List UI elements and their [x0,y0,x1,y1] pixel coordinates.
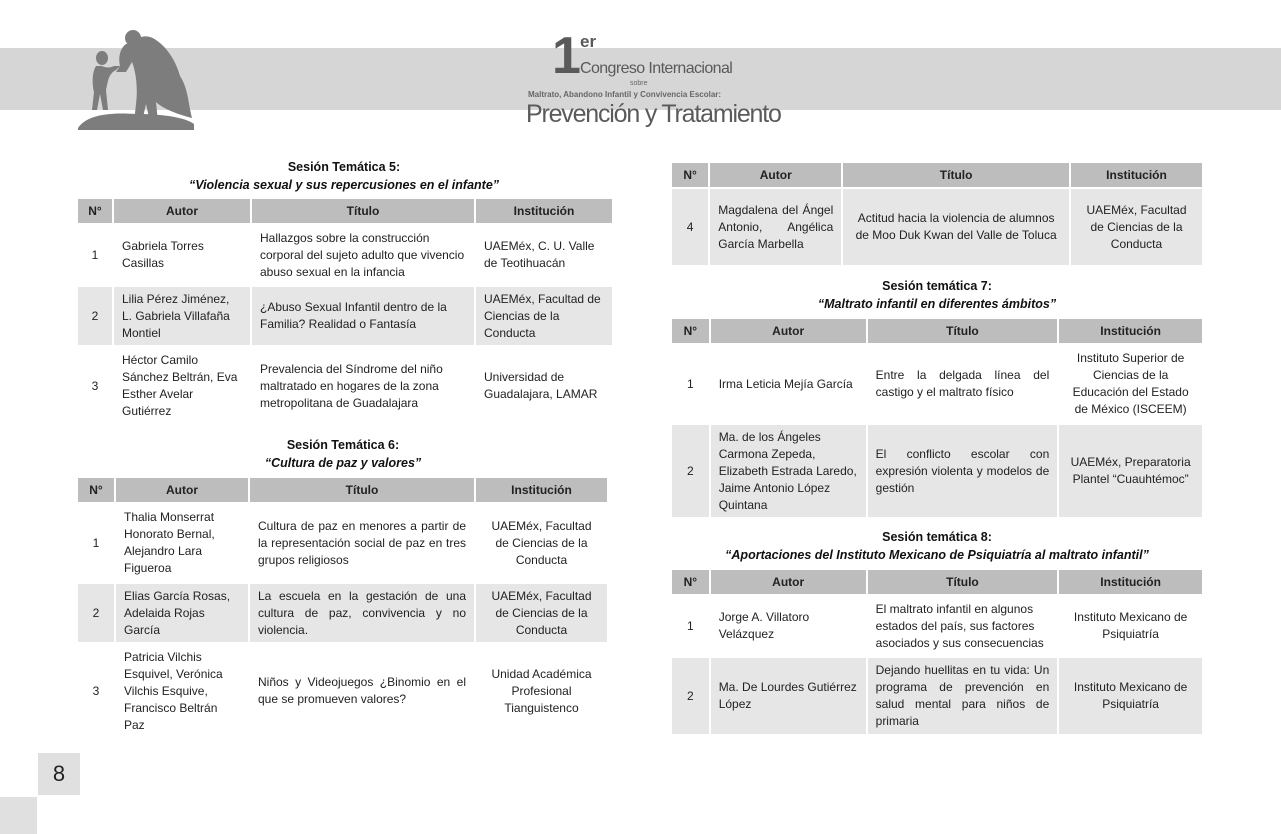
cell-institucion: UAEMéx, Facultad de Ciencias de la Conducta [1071,189,1202,265]
table-row [672,189,1202,265]
cell-titulo: El maltrato infantil en algunos estados del país, sus factores asociados y sus consecuencias [875,601,1044,650]
cell-titulo: Cultura de paz en menores a partir de la representación social de paz en tres grupos religiosos [258,518,466,567]
table-header-row [672,570,1202,594]
cell-institucion: UAEMéx, Facultad de Ciencias de la Conducta [476,584,607,642]
table-row [78,287,612,345]
cell-institucion: UAEMéx, Facultad de Ciencias de la Conducta [476,287,612,345]
table-row [672,596,1202,656]
col-header-n: N° [672,570,709,594]
cell-n: 2 [672,658,709,734]
mother-child-silhouette-icon [76,28,196,132]
session-6-heading [78,436,608,472]
cell-autor: Héctor Camilo Sánchez Beltrán, Eva Esther Avelar Gutiérrez [122,353,238,418]
page-number: 8 [38,753,80,795]
col-header-institucion: Institución [476,199,612,223]
session-6-table [76,476,609,740]
col-header-autor: Autor [711,570,866,594]
cell-n: 3 [92,683,100,698]
cell-titulo: ¿Abuso Sexual Infantil dentro de la Familia? Realidad o Fantasía [252,287,474,345]
cell-autor: Ma. de los Ángeles Carmona Zepeda, Elizabeth Estrada Laredo, Jaime Antonio López Quintana [711,425,866,517]
cell-autor: Irma Leticia Mejía García [718,376,853,391]
cell-autor: Patricia Vilchis Esquivel, Verónica Vilchis Esquive, Francisco Beltrán Paz [124,649,223,732]
cell-institucion: UAEMéx, Facultad de Ciencias de la Conducta [491,518,592,567]
cell-n: 1 [92,535,100,550]
session-title: Sesión Temática 5: [287,160,401,174]
cell-institucion: Instituto Mexicano de Psiquiatría [1073,610,1188,641]
col-header-n: N° [672,319,709,343]
table-header-row [672,163,1202,187]
session-topic: “Violencia sexual y sus repercusiones en el infante” [188,178,500,192]
cell-titulo: Niños y Videojuegos ¿Binomio en el que se promueven valores? [258,675,466,706]
cell-titulo: Actitud hacia la violencia de alumnos de Moo Duk Kwan del Valle de Toluca [843,189,1069,265]
cell-n: 2 [78,584,114,642]
table-header-row [672,319,1202,343]
col-header-institucion: Institución [1071,163,1202,187]
cell-titulo: Prevalencia del Síndrome del niño maltratado en hogares de la zona metropolitana de Guadalajara [260,361,443,410]
session-topic: “Cultura de paz y valores” [264,456,422,470]
session-8-table [670,568,1204,736]
col-header-institucion: Institución [1059,570,1202,594]
cell-n: 1 [687,618,694,633]
col-header-institucion: Institución [476,478,607,502]
cell-autor: Ma. De Lourdes Gutiérrez López [711,658,866,734]
cell-n: 2 [78,287,112,345]
table-row [78,504,607,582]
cell-titulo: Hallazgos sobre la construcción corporal del sujeto adulto que vivencio abuso sexual en la infancia [260,230,465,279]
cell-institucion: Instituto Superior de Ciencias de la Educación del Estado de México (ISCEEM) [1072,351,1189,416]
cell-institucion: UAEMéx, C. U. Valle de Teotihuacán [484,239,595,270]
cell-autor: Jorge A. Villatoro Velázquez [718,610,810,641]
cell-titulo: La escuela en la gestación de una cultura de paz, convivencia y no violencia. [250,584,474,642]
cell-n: 1 [91,247,99,262]
col-header-autor: Autor [710,163,841,187]
col-header-titulo: Título [843,163,1069,187]
session-7-table [670,317,1204,519]
cell-n: 3 [91,378,99,393]
cell-n: 4 [672,189,708,265]
session-7-heading [672,277,1202,313]
table-row [78,584,607,642]
cell-institucion: UAEMéx, Preparatoria Plantel “Cuauhtémoc” [1059,425,1202,517]
col-header-titulo: Título [250,478,474,502]
cell-autor: Elias García Rosas, Adelaida Rojas García [116,584,248,642]
logo-subtitle: Maltrato, Abandono Infantil y Convivencia Escolar: [528,90,722,99]
congress-logo [526,27,781,130]
logo-number: 1 [552,27,581,85]
cell-n: 1 [687,376,694,391]
logo-main-title: Prevención y Tratamiento [526,100,781,128]
cell-autor: Magdalena del Ángel Antonio, Angélica García Marbella [710,189,841,265]
cell-autor: Gabriela Torres Casillas [122,239,204,270]
session-title: Sesión temática 7: [882,279,992,293]
col-header-autor: Autor [711,319,866,343]
cell-titulo: El conflicto escolar con expresión violenta y modelos de gestión [868,425,1058,517]
session-topic: “Aportaciones del Instituto Mexicano de Psiquiatría al maltrato infantil” [725,548,1149,562]
logo-sobre: sobre [630,80,648,87]
col-header-institucion: Institución [1059,319,1202,343]
session-title: Sesión temática 8: [882,530,992,544]
cell-titulo: Entre la delgada línea del castigo y el maltrato físico [875,368,1050,399]
cell-institucion: Instituto Mexicano de Psiquiatría [1059,658,1202,734]
table-row [78,644,607,738]
logo-superscript: er [580,32,597,51]
cell-institucion: Unidad Académica Profesional Tianguistenco [491,666,592,715]
col-header-autor: Autor [114,199,250,223]
col-header-titulo: Título [252,199,474,223]
cell-n: 2 [672,425,709,517]
col-header-n: N° [78,199,112,223]
session-topic: “Maltrato infantil en diferentes ámbitos” [817,297,1057,311]
table-header-row [78,199,612,223]
cell-institucion: Universidad de Guadalajara, LAMAR [484,370,598,401]
cell-autor: Lilia Pérez Jiménez, L. Gabriela Villafaña Montiel [114,287,250,345]
col-header-titulo: Título [868,570,1058,594]
table-row [672,425,1202,517]
cell-titulo: Dejando huellitas en tu vida: Un programa de prevención en salud mental para niños de primaria [868,658,1058,734]
col-header-n: N° [78,478,114,502]
col-header-autor: Autor [116,478,248,502]
table-row [672,345,1202,423]
table-row [78,347,612,425]
session-5-table [76,197,614,427]
session-5-heading [78,158,610,194]
page-corner-block [0,797,37,834]
col-header-n: N° [672,163,708,187]
table-row [78,225,612,285]
session-8-heading [672,528,1202,564]
table-row [672,658,1202,734]
table-header-row [78,478,607,502]
session-6-continued-table [670,161,1204,267]
session-title: Sesión Temática 6: [286,438,400,452]
logo-congress-title: Congreso Internacional [580,60,733,77]
col-header-titulo: Título [868,319,1058,343]
cell-autor: Thalia Monserrat Honorato Bernal, Alejandro Lara Figueroa [124,510,215,575]
